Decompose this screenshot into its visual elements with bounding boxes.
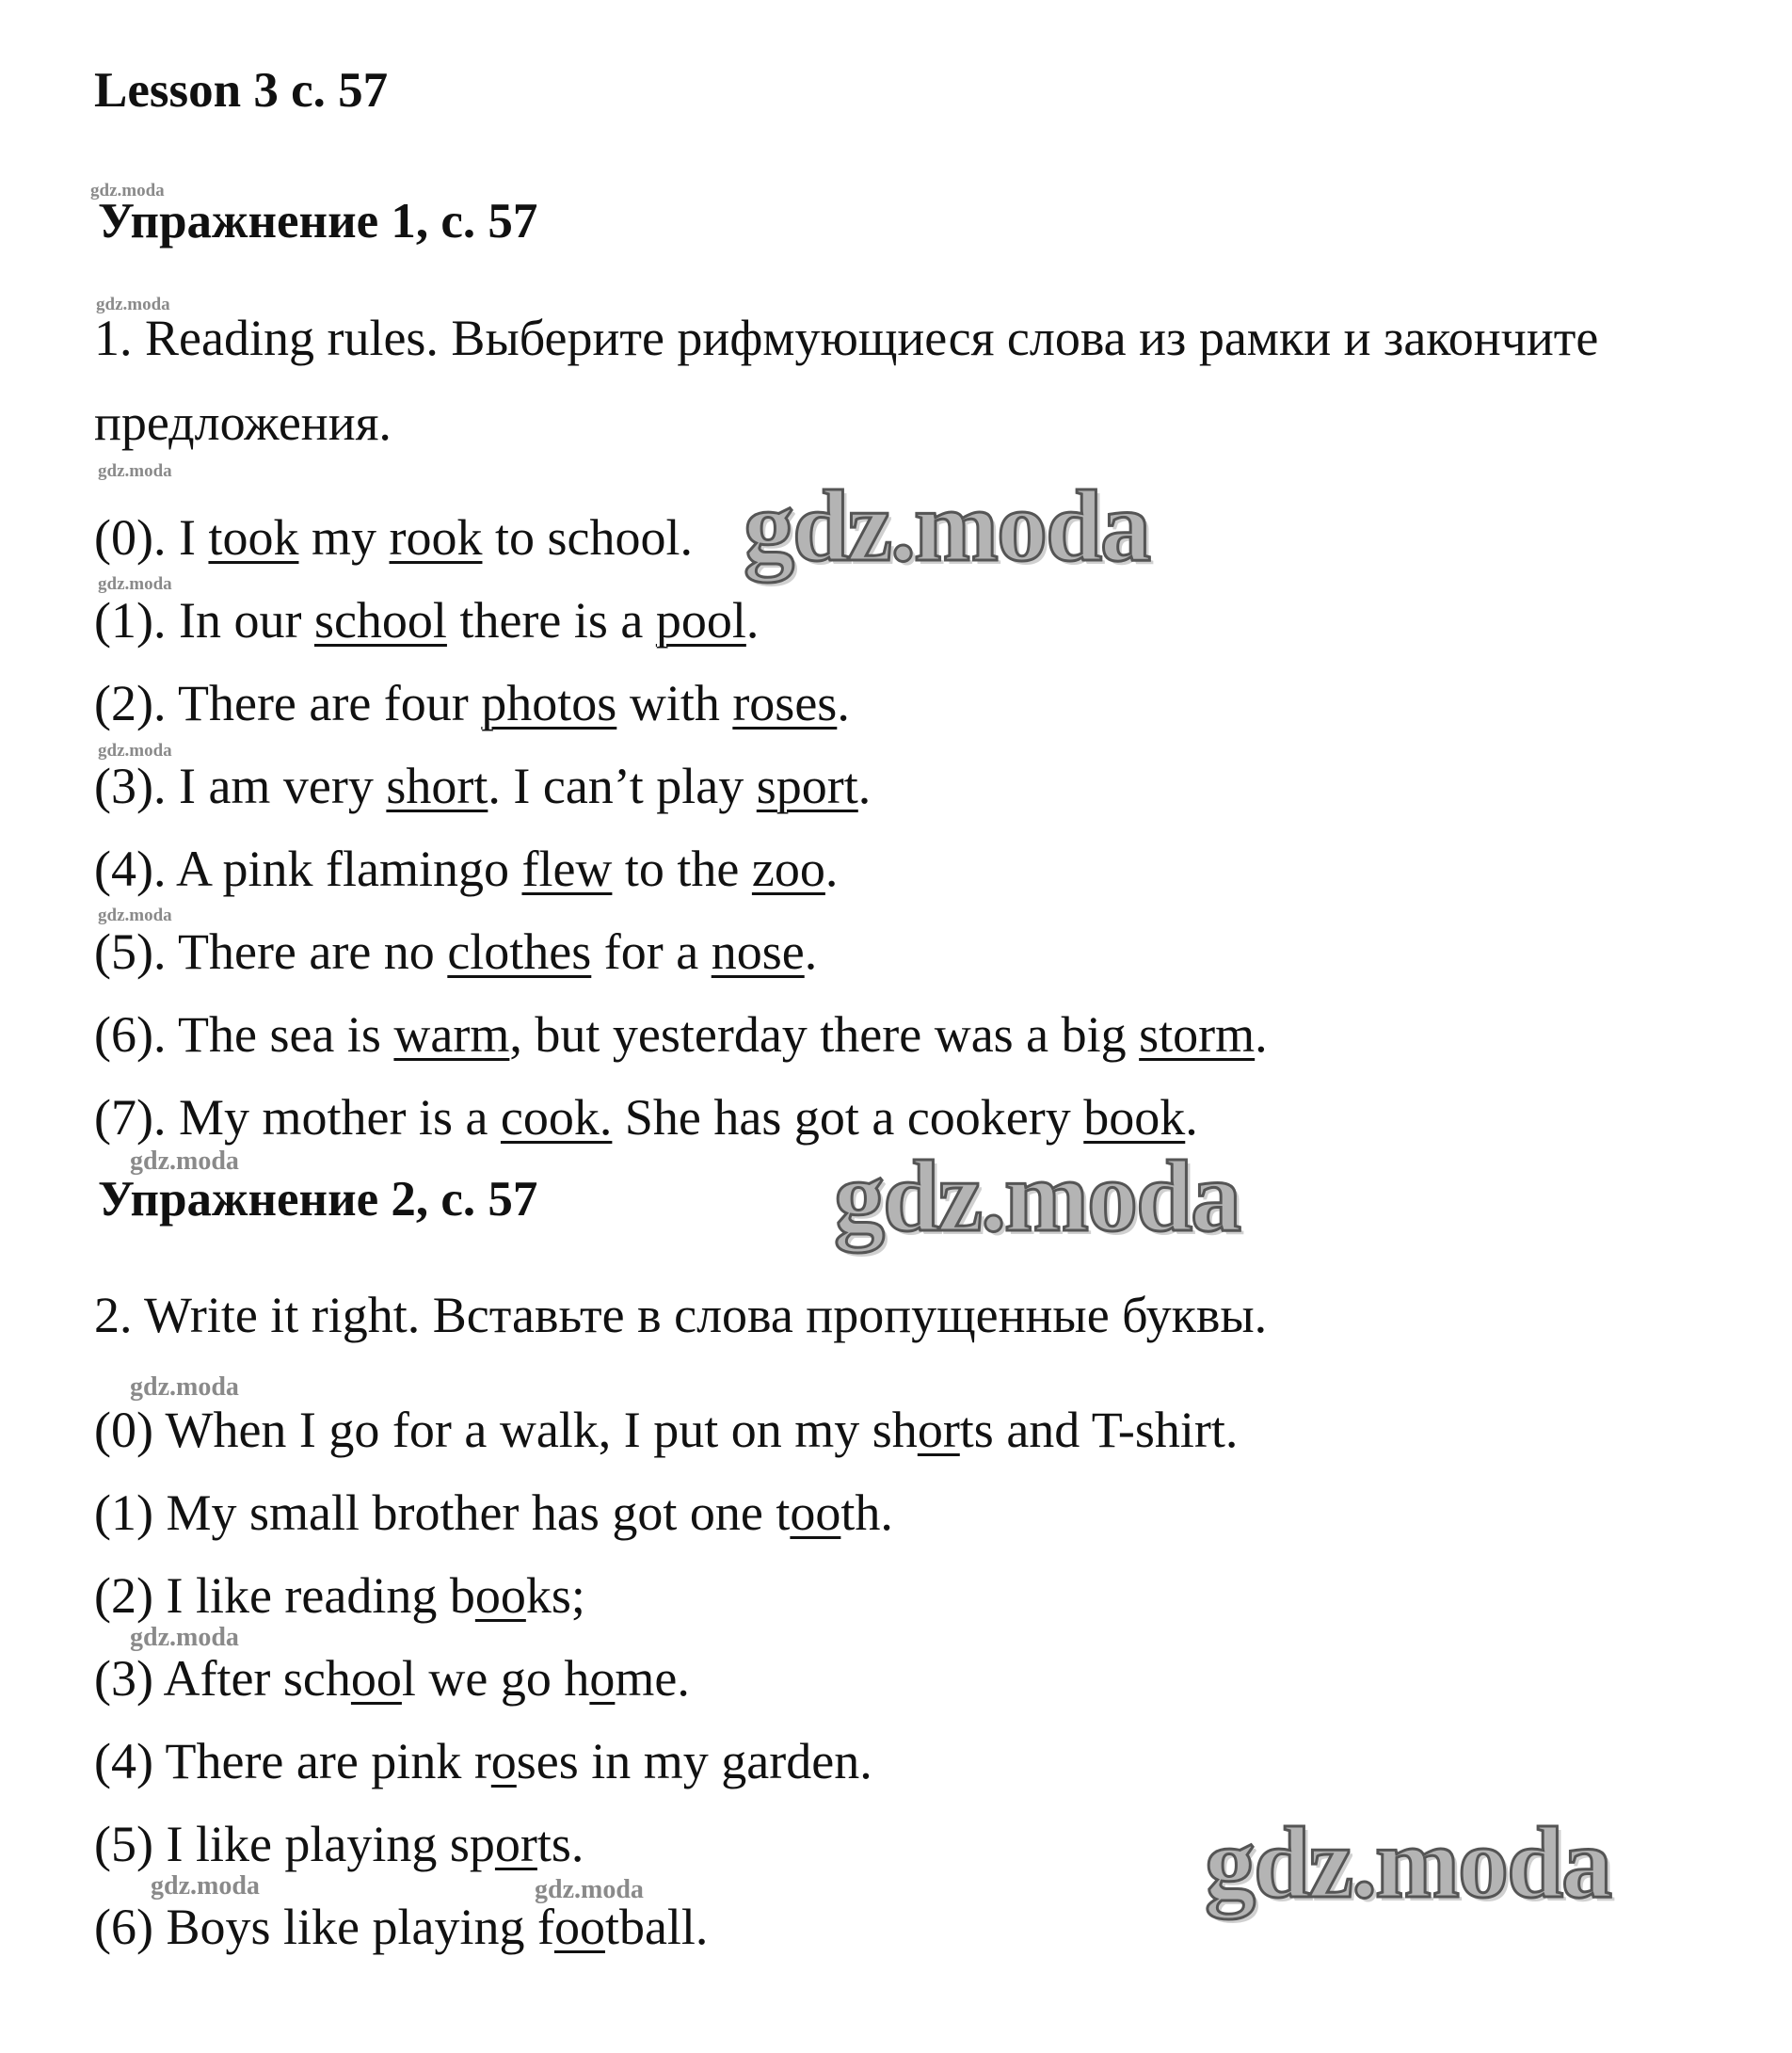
watermark-small: gdz.moda: [130, 1372, 239, 1402]
watermark-large: gdz.moda: [834, 1141, 1240, 1253]
ex2-sentence-1: (1) My small brother has got one tooth.: [94, 1484, 893, 1541]
ex2-sentence-2: (2) I like reading books;: [94, 1567, 585, 1624]
ex1-sentence-7: (7). My mother is a cook. She has got a cookery book.: [94, 1089, 1198, 1146]
ex1-sentence-4: (4). A pink flamingo flew to the zoo.: [94, 841, 839, 897]
exercise-1-instruction: 1. Reading rules. Выберите рифмующиеся слова из рамки и закончите: [94, 310, 1599, 366]
ex2-sentence-4: (4) There are pink roses in my garden.: [94, 1733, 872, 1789]
watermark-small: gdz.moda: [98, 574, 172, 594]
watermark-small: gdz.moda: [151, 1871, 260, 1901]
ex1-sentence-5: (5). There are no clothes for a nose.: [94, 923, 818, 980]
watermark-small: gdz.moda: [130, 1147, 239, 1176]
ex2-sentence-6: (6) Boys like playing football.: [94, 1899, 709, 1955]
exercise-2-heading: Упражнение 2, с. 57: [98, 1172, 538, 1227]
ex1-sentence-3: (3). I am very short. I can’t play sport.: [94, 758, 872, 814]
ex1-sentence-1: (1). In our school there is a pool.: [94, 592, 760, 649]
watermark-large: gdz.moda: [744, 471, 1150, 583]
ex2-sentence-5: (5) I like playing sports.: [94, 1816, 584, 1872]
watermark-small: gdz.moda: [90, 181, 165, 200]
ex1-sentence-2: (2). There are four photos with roses.: [94, 675, 850, 731]
ex1-sentence-0: (0). I took my rook to school.: [94, 509, 693, 566]
watermark-small: gdz.moda: [98, 741, 172, 761]
watermark-small: gdz.moda: [98, 461, 172, 481]
watermark-large: gdz.moda: [1205, 1807, 1611, 1919]
exercise-1-instruction-cont: предложения.: [94, 394, 392, 451]
watermark-small: gdz.moda: [98, 906, 172, 925]
ex1-sentence-6: (6). The sea is warm, but yesterday there was a big storm.: [94, 1006, 1268, 1063]
watermark-small: gdz.moda: [130, 1623, 239, 1652]
watermark-small: gdz.moda: [535, 1875, 644, 1904]
exercise-2-instruction: 2. Write it right. Вставьте в слова пропущенные буквы.: [94, 1287, 1268, 1343]
ex2-sentence-0: (0) When I go for a walk, I put on my shorts and T-shirt.: [94, 1402, 1239, 1458]
watermark-small: gdz.moda: [96, 295, 170, 314]
page-title: Lesson 3 с. 57: [94, 63, 389, 118]
ex2-sentence-3: (3) After school we go home.: [94, 1650, 690, 1707]
exercise-1-heading: Упражнение 1, с. 57: [98, 194, 538, 249]
